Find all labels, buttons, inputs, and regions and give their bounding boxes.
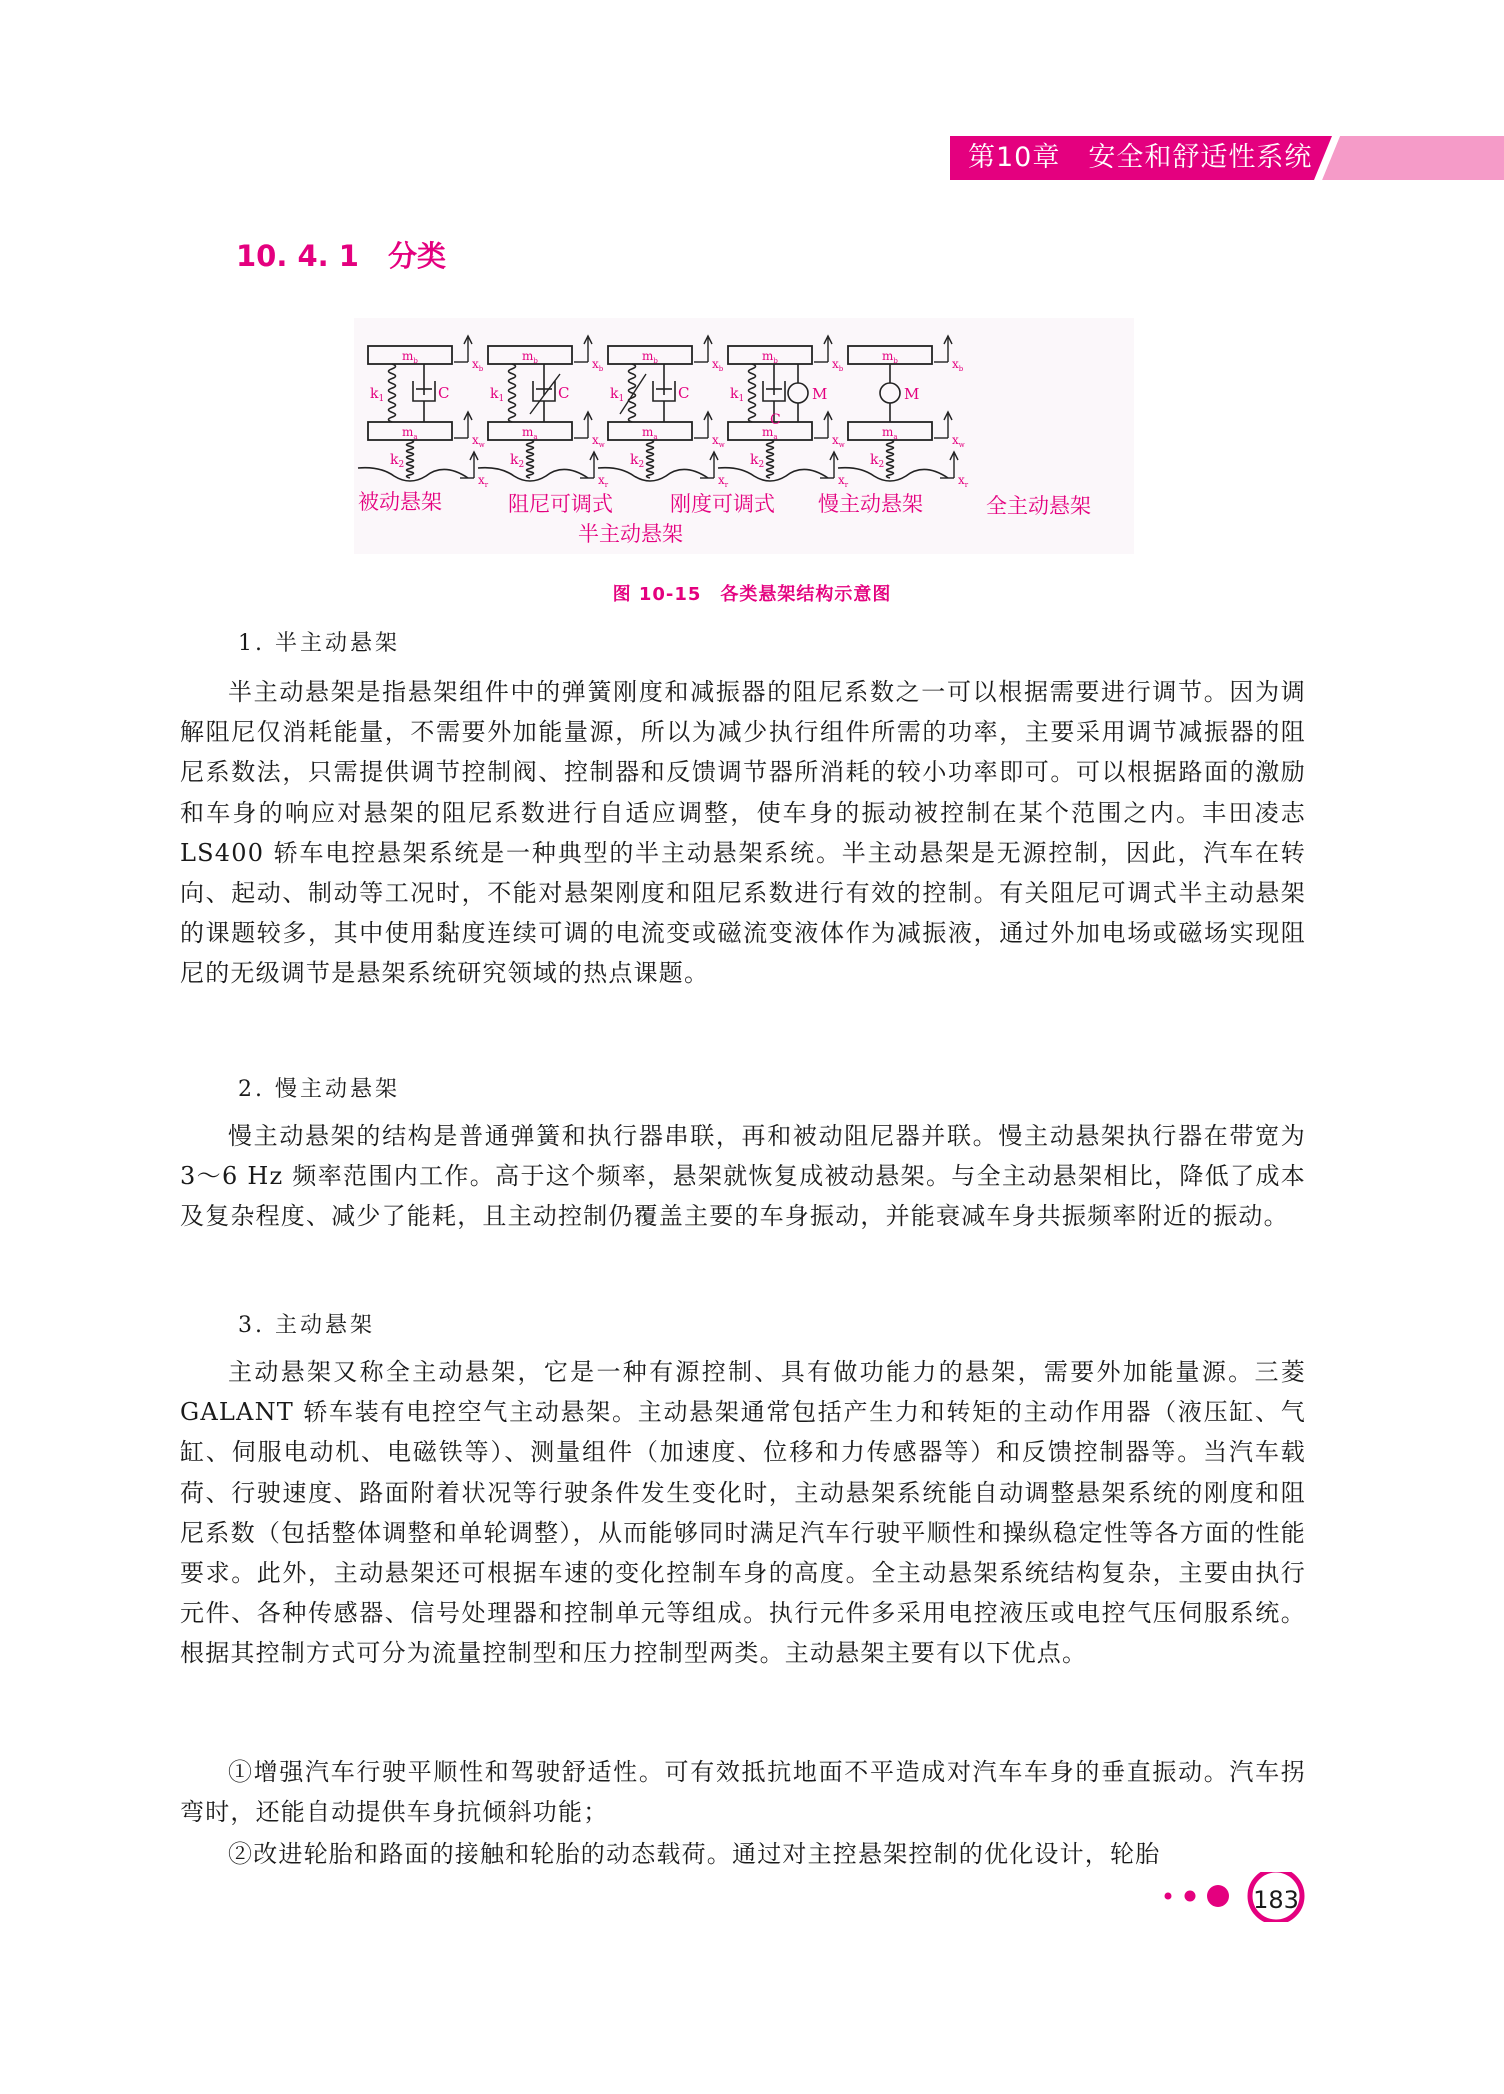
unit-3-xr-label: $x_r$: [718, 473, 729, 489]
figure-caption: 图 10-15 各类悬架结构示意图: [612, 584, 892, 605]
unit-1-k2-spring: [407, 440, 414, 478]
unit-3-ma-label: $m_a$: [642, 425, 658, 441]
unit-5-xb-label: $x_b$: [952, 357, 964, 373]
unit-4-c-label: C: [770, 412, 781, 428]
unit-3-k1-label: $k_1$: [610, 386, 625, 404]
paragraph-semi-active: 半主动悬架是指悬架组件中的弹簧刚度和减振器的阻尼系数之一可以根据需要进行调节。因为调解阻尼仅消耗能量，不需要外加能量源，所以为减少执行组件所需的功率，主要采用调节减振器的阻尼系数法，只需提供调节控制阀、控制器和反馈调节器所消耗的较小功率即可。可以根据路面的激励和车身的响应对悬架的阻尼系数进行自适应调整，使车身的振动被控制在某个范围之内。丰田凌志 LS400 轿车电控悬架系统是一种典型的半主动悬架系统。半主动悬架是无源控制，因此，汽车在转向、起动、制动等工况时，不能对悬架刚度和阻尼系数进行有效的控制。有关阻尼可调式半主动悬架的课题较多，其中使用黏度连续可调的电流变或磁流变液体作为减振液，通过外加电场或磁场实现阻尼的无级调节是悬架系统研究领域的热点课题。: [180, 678, 1306, 988]
unit-5-xw-label: $x_w$: [952, 433, 965, 449]
unit-3-xw-label: $x_w$: [712, 433, 725, 449]
unit-1-k1-label: $k_1$: [370, 386, 385, 404]
unit-4-xw-label: $x_w$: [832, 433, 845, 449]
subheading-semi-active: 1. 半主动悬架: [238, 631, 400, 656]
unit-4-k2-label: $k_2$: [750, 452, 765, 470]
suspension-diagram-figure: [354, 318, 1134, 554]
unit-4-actuator: [788, 383, 808, 403]
unit-3-c-label: C: [678, 384, 690, 402]
label-full-active-suspension: 全主动悬架: [986, 494, 1091, 518]
unit-2-k2-label: $k_2$: [510, 452, 525, 470]
unit-5-actuator: [880, 383, 900, 403]
label-stiffness-adjustable: 刚度可调式: [670, 492, 775, 516]
unit-4-k1-label: $k_1$: [730, 386, 745, 404]
paragraph-advantage-1: ①增强汽车行驶平顺性和驾驶舒适性。可有效抵抗地面不平造成对汽车车身的垂直振动。汽车拐弯时，还能自动提供车身抗倾斜功能；: [180, 1758, 1306, 1827]
unit-2-ma-label: $m_a$: [522, 425, 538, 441]
unit-1-xr-label: $x_r$: [478, 473, 489, 489]
label-slow-active-suspension: 慢主动悬架: [818, 492, 923, 516]
unit-1-k2-label: $k_2$: [390, 452, 405, 470]
unit-4-ma-label: $m_a$: [762, 425, 778, 441]
section-heading: 10. 4. 1 分类: [236, 239, 446, 273]
label-damping-adjustable: 阻尼可调式: [508, 492, 613, 516]
unit-2-xb-label: $x_b$: [592, 357, 604, 373]
subheading-active: 3. 主动悬架: [238, 1313, 375, 1338]
unit-3-xb-label: $x_b$: [712, 357, 724, 373]
label-passive-suspension: 被动悬架: [358, 490, 442, 514]
unit-2-xw-label: $x_w$: [592, 433, 605, 449]
unit-2-k2-spring: [527, 440, 534, 478]
unit-2-k1-label: $k_1$: [490, 386, 505, 404]
unit-2-k1-spring: [509, 364, 516, 422]
chapter-title: 第10章 安全和舒适性系统: [968, 142, 1313, 173]
unit-3-k2-spring: [647, 440, 654, 478]
paragraph-slow-active: 慢主动悬架的结构是普通弹簧和执行器串联，再和被动阻尼器并联。慢主动悬架执行器在带宽为 3～6 Hz 频率范围内工作。高于这个频率，悬架就恢复成被动悬架。与全主动悬架相比，降低了成本及复杂程度、减少了能耗，且主动控制仍覆盖主要的车身振动，并能衰减车身共振频率附近的振动。: [180, 1122, 1306, 1231]
unit-3-k2-label: $k_2$: [630, 452, 645, 470]
label-semi-active-group: 半主动悬架: [578, 522, 683, 546]
unit-4-xb-label: $x_b$: [832, 357, 844, 373]
unit-2-mb-label: $m_b$: [522, 349, 538, 365]
unit-2-c-label: C: [558, 384, 570, 402]
unit-3-mb-label: $m_b$: [642, 349, 658, 365]
unit-4-k1-spring: [749, 364, 756, 422]
unit-4-k2-spring: [767, 440, 774, 478]
unit-4-xr-label: $x_r$: [838, 473, 849, 489]
unit-2-xr-label: $x_r$: [598, 473, 609, 489]
unit-5-mb-label: $m_b$: [882, 349, 898, 365]
subheading-slow-active: 2. 慢主动悬架: [238, 1077, 400, 1102]
paragraph-active: 主动悬架又称全主动悬架，它是一种有源控制、具有做功能力的悬架，需要外加能量源。三菱 GALANT 轿车装有电控空气主动悬架。主动悬架通常包括产生力和转矩的主动作用器（液压缸、气缸、伺服电动机、电磁铁等）、测量组件（加速度、位移和力传感器等）和反馈控制器等。当汽车载荷、行驶速度、路面附着状况等行驶条件发生变化时，主动悬架系统能自动调整悬架系统的刚度和阻尼系数（包括整体调整和单轮调整），从而能够同时满足汽车行驶平顺性和操纵稳定性等各方面的性能要求。此外，主动悬架还可根据车速的变化控制车身的高度。全主动悬架系统结构复杂，主要由执行元件、各种传感器、信号处理器和控制单元等组成。执行元件多采用电控液压或电控气压伺服系统。根据其控制方式可分为流量控制型和压力控制型两类。主动悬架主要有以下优点。: [180, 1358, 1306, 1668]
paragraph-advantage-2: ②改进轮胎和路面的接触和轮胎的动态载荷。通过对主控悬架控制的优化设计，轮胎: [228, 1840, 1161, 1868]
unit-1-xb-label: $x_b$: [472, 357, 484, 373]
unit-4-m-label: M: [812, 385, 828, 403]
unit-5-ma-label: $m_a$: [882, 425, 898, 441]
page-number: 183: [1253, 1886, 1299, 1914]
unit-5-m-label: M: [904, 385, 920, 403]
unit-1-ma-label: $m_a$: [402, 425, 418, 441]
unit-1-mb-label: $m_b$: [402, 349, 418, 365]
unit-1-k1-spring: [389, 364, 396, 422]
unit-5-k2-spring: [887, 440, 894, 478]
unit-5-xr-label: $x_r$: [958, 473, 969, 489]
unit-5-k2-label: $k_2$: [870, 452, 885, 470]
unit-4-mb-label: $m_b$: [762, 349, 778, 365]
unit-1-c-label: C: [438, 384, 450, 402]
unit-1-xw-label: $x_w$: [472, 433, 485, 449]
